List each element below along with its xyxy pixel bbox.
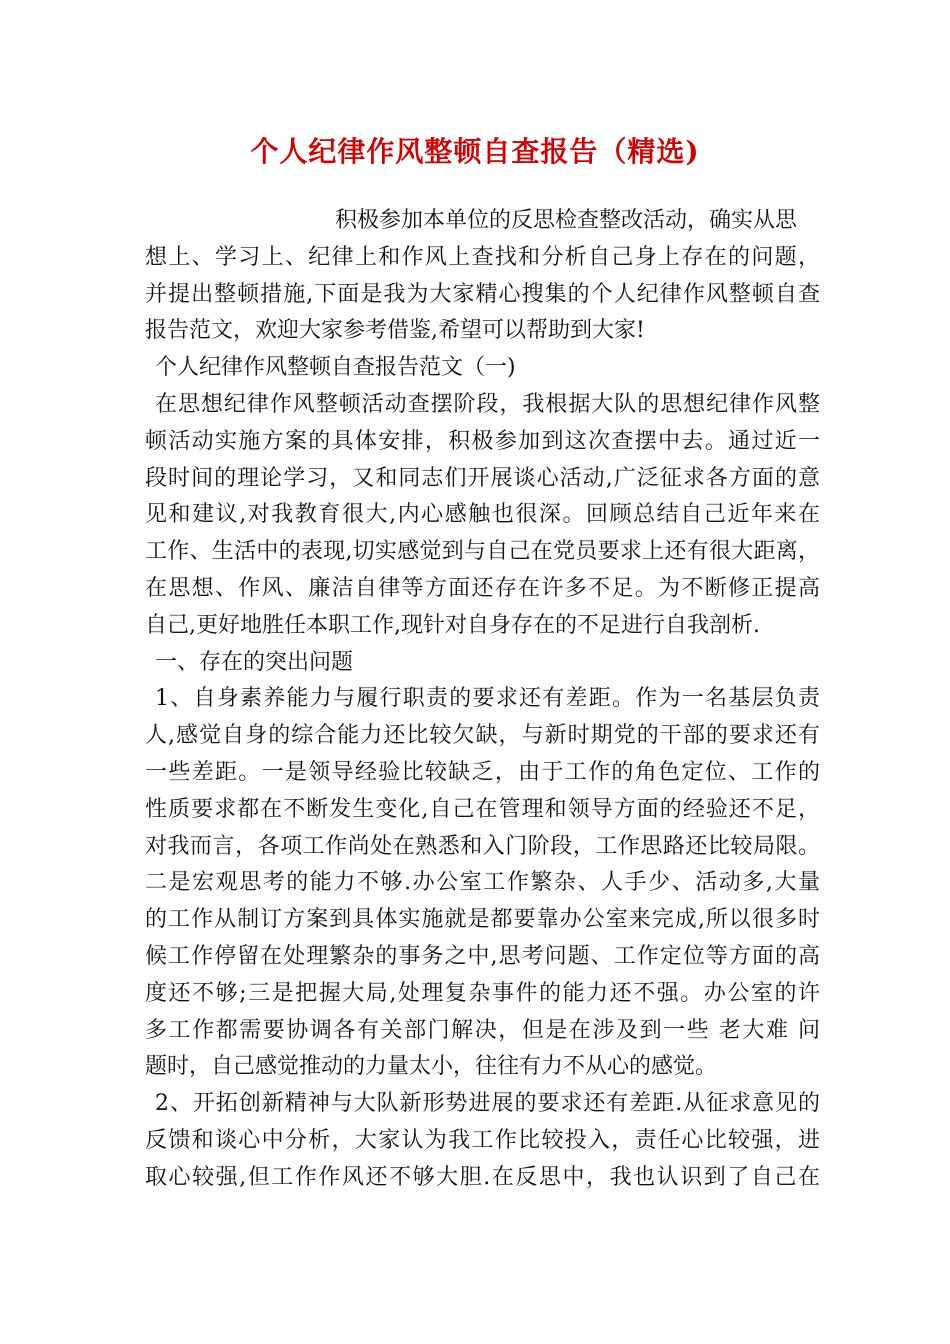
- paragraph-line: 报告范文，欢迎大家参考借鉴,希望可以帮助到大家!: [145, 318, 645, 344]
- paragraph-line: 性质要求都在不断发生变化,自己在管理和领导方面的经验还不足，: [145, 796, 820, 822]
- paragraph-line: 的工作从制订方案到具体实施就是都要靠办公室来完成,所以很多时: [145, 907, 820, 933]
- paragraph-line: 工作、生活中的表现,切实感觉到与自己在党员要求上还有很大距离，: [145, 539, 820, 565]
- paragraph-line: 二是宏观思考的能力不够.办公室工作繁杂、人手少、活动多,大量: [145, 870, 820, 896]
- section-heading: 个人纪律作风整顿自查报告范文（一): [155, 355, 516, 381]
- document-title: 个人纪律作风整顿自查报告（精选): [250, 135, 700, 168]
- paragraph-line: 多工作都需要协调各有关部门解决，但是在涉及到一些 老大难 问: [145, 1017, 820, 1043]
- paragraph-line: 候工作停留在处理繁杂的事务之中,思考问题、工作定位等方面的高: [145, 943, 820, 969]
- paragraph-line: 想上、学习上、纪律上和作风上查找和分析自己身上存在的问题，: [145, 244, 820, 270]
- paragraph-line: 反馈和谈心中分析，大家认为我工作比较投入，责任心比较强，进: [145, 1127, 820, 1153]
- document-body: [145, 203, 820, 1197]
- paragraph-line: 取心较强,但工作作风还不够大胆.在反思中，我也认识到了自己在: [145, 1164, 820, 1190]
- paragraph-line: 对我而言，各项工作尚处在熟悉和入门阶段，工作思路还比较局限。: [145, 833, 820, 859]
- paragraph-line: 在思想纪律作风整顿活动查摆阶段，我根据大队的思想纪律作风整: [155, 391, 820, 417]
- section-heading: 一、存在的突出问题: [155, 649, 354, 675]
- paragraph-line: 见和建议,对我教育很大,内心感触也很深。回顾总结自己近年来在: [145, 502, 820, 528]
- paragraph-line: 在思想、作风、廉洁自律等方面还存在许多不足。为不断修正提高: [145, 575, 820, 601]
- paragraph-line: 题时，自己感觉推动的力量太小，往往有力不从心的感觉。: [145, 1054, 718, 1080]
- paragraph-line: 自己,更好地胜任本职工作,现针对自身存在的不足进行自我剖析.: [145, 612, 760, 638]
- paragraph-line: 顿活动实施方案的具体安排，积极参加到这次查摆中去。通过近一: [145, 428, 820, 454]
- paragraph-line: 一些差距。一是领导经验比较缺乏，由于工作的角色定位、工作的: [145, 759, 820, 785]
- paragraph-line: 2、开拓创新精神与大队新形势进展的要求还有差距.从征求意见的: [155, 1091, 820, 1117]
- paragraph-line: 并提出整顿措施,下面是我为大家精心搜集的个人纪律作风整顿自查: [145, 281, 820, 307]
- paragraph-line: 度还不够;三是把握大局,处理复杂事件的能力还不强。办公室的许: [145, 980, 820, 1006]
- paragraph-line: 人,感觉自身的综合能力还比较欠缺，与新时期党的干部的要求还有: [145, 723, 820, 749]
- paragraph-line: 段时间的理论学习，又和同志们开展谈心活动,广泛征求各方面的意: [145, 465, 820, 491]
- paragraph-line: 1、自身素养能力与履行职责的要求还有差距。作为一名基层负责: [155, 686, 820, 712]
- paragraph-line: 积极参加本单位的反思检查整改活动，确实从思: [335, 208, 798, 233]
